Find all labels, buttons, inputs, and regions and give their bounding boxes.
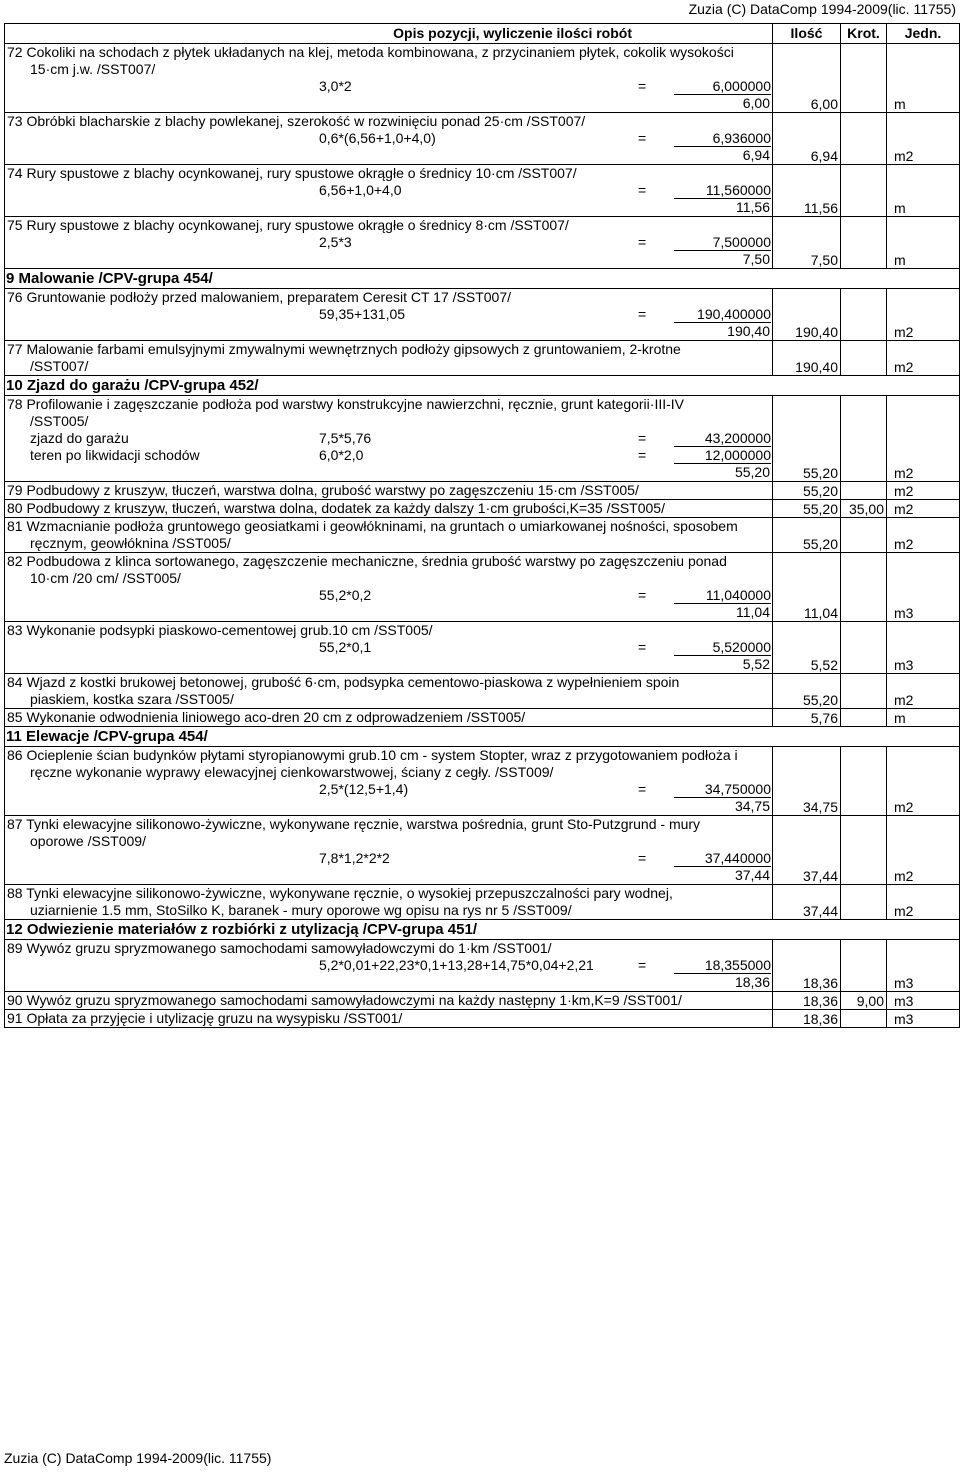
calc-equals: = (638, 957, 647, 973)
description-text: Podbudowy z kruszyw, tłuczeń, warstwa dolna, grubość warstwy po zagęszczeniu 15·cm /SST005/ (26, 482, 639, 498)
calculation-line (5, 850, 772, 867)
description-line (5, 885, 772, 902)
table-row (5, 482, 960, 500)
item-number: 79 (7, 482, 23, 498)
description-text: Cokoliki na schodach z płytek układanych na klej, metoda kombinowana, z przycinaniem płytek, cokolik wysokości (26, 44, 734, 60)
unit-cell: m2 (887, 482, 960, 500)
calc-sum: 7,50 (742, 251, 770, 267)
quantity-cell: 5,52 (773, 622, 841, 674)
description-line (5, 709, 772, 726)
multiplier-cell (841, 113, 887, 165)
calc-label: teren po likwidacji schodów (30, 447, 200, 463)
multiplier-cell (841, 44, 887, 113)
quantity-cell: 5,76 (773, 709, 841, 727)
item-description (5, 816, 773, 885)
quantity-cell: 6,00 (773, 44, 841, 113)
unit-cell: m (887, 165, 960, 217)
unit-cell: m2 (887, 396, 960, 482)
unit-cell: m2 (887, 885, 960, 920)
unit-cell: m2 (887, 289, 960, 341)
quantity-cell: 7,50 (773, 217, 841, 269)
calc-result: 12,000000 (674, 447, 771, 464)
unit-cell: m2 (887, 518, 960, 553)
description-text: Wykonanie podsypki piaskowo-cementowej grub.10 cm /SST005/ (26, 622, 433, 638)
item-description (5, 500, 773, 518)
multiplier-cell (841, 1010, 887, 1028)
table-header-row (5, 24, 960, 44)
quantity-cell: 37,44 (773, 816, 841, 885)
calc-result: 6,936000 (674, 130, 771, 147)
calculation-line (5, 234, 772, 251)
item-description (5, 674, 773, 709)
item-number: 73 (7, 113, 23, 129)
table-row (5, 674, 960, 709)
item-description (5, 553, 773, 622)
description-line (5, 482, 772, 499)
table-row (5, 940, 960, 992)
calc-equals: = (638, 850, 647, 866)
calc-expression: 2,5*(12,5+1,4) (319, 781, 409, 797)
table-row (5, 622, 960, 674)
calc-result: 5,520000 (674, 639, 771, 656)
description-text: Rury spustowe z blachy ocynkowanej, rury spustowe okrągłe o średnicy 8·cm /SST007/ (26, 217, 569, 233)
calc-expression: 2,5*3 (319, 234, 352, 250)
multiplier-cell (841, 217, 887, 269)
calculation-line (5, 306, 772, 323)
multiplier-cell (841, 165, 887, 217)
item-description (5, 518, 773, 553)
item-description (5, 289, 773, 341)
description-line (5, 622, 772, 639)
calc-sum: 11,04 (736, 604, 770, 620)
item-number: 86 (7, 747, 23, 763)
multiplier-cell (841, 885, 887, 920)
description-line: /SST007/ (30, 358, 89, 374)
item-number: 85 (7, 709, 23, 725)
description-text: Tynki elewacyjne silikonowo-żywiczne, wykonywane ręcznie, warstwa pośrednia, grunt Sto-Putzgrund - mury (26, 816, 701, 832)
description-line (5, 396, 772, 413)
calculation-line (5, 447, 772, 464)
item-description (5, 396, 773, 482)
calc-result: 37,440000 (674, 850, 771, 867)
col-header-desc: Opis pozycji, wyliczenie ilości robót (5, 24, 773, 44)
calculation-line (5, 587, 772, 604)
description-line: oporowe /SST009/ (30, 833, 146, 849)
table-row (5, 992, 960, 1010)
unit-cell: m3 (887, 1010, 960, 1028)
description-text: Ocieplenie ścian budynków płytami styropianowymi grub.10 cm - system Stopter, wraz z przygotowaniem podłoża i (26, 747, 738, 763)
unit-cell: m (887, 709, 960, 727)
item-description (5, 113, 773, 165)
item-description (5, 885, 773, 920)
calc-result: 43,200000 (674, 430, 771, 447)
description-line (5, 44, 772, 61)
calc-equals: = (638, 430, 647, 446)
table-row (5, 747, 960, 816)
calc-sum: 18,36 (734, 974, 770, 990)
description-line: ręcznym, geowłóknina /SST005/ (30, 535, 231, 551)
description-line (5, 940, 772, 957)
calc-equals: = (638, 130, 647, 146)
description-line (5, 289, 772, 306)
quantity-cell: 190,40 (773, 341, 841, 376)
calc-expression: 55,2*0,1 (319, 639, 372, 655)
calc-equals: = (638, 182, 647, 198)
table-row (5, 289, 960, 341)
quantity-cell: 55,20 (773, 500, 841, 518)
description-text: Profilowanie i zagęszczanie podłoża pod warstwy konstrukcyjne nawierzchni, ręcznie, grunt kategorii·III-IV (26, 396, 684, 412)
multiplier-cell (841, 709, 887, 727)
table-row (5, 816, 960, 885)
calc-expression: 6,0*2,0 (319, 447, 364, 463)
calculation-line (5, 130, 772, 147)
item-description (5, 992, 773, 1010)
table-row (5, 500, 960, 518)
col-header-ilosc: Ilość (773, 24, 841, 44)
item-number: 84 (7, 674, 23, 690)
section-row (5, 269, 960, 289)
calc-result: 18,355000 (674, 957, 771, 974)
quantity-cell: 55,20 (773, 674, 841, 709)
description-line (5, 816, 772, 833)
table-row (5, 113, 960, 165)
table-row (5, 396, 960, 482)
multiplier-cell (841, 622, 887, 674)
description-line (5, 1010, 772, 1027)
description-text: Podbudowy z kruszyw, tłuczeń, warstwa dolna, dodatek za każdy dalszy 1·cm grubości,K=35 /SST005/ (26, 500, 665, 516)
item-number: 72 (7, 44, 23, 60)
item-description (5, 709, 773, 727)
unit-cell: m2 (887, 341, 960, 376)
item-number: 89 (7, 940, 23, 956)
section-row (5, 727, 960, 747)
multiplier-cell (841, 816, 887, 885)
section-title: 11 Elewacje /CPV-grupa 454/ (5, 727, 960, 747)
description-text: Wywóz gruzu spryzmowanego samochodami samowyładowczymi na każdy następny 1·km,K=9 /SST001/ (26, 992, 682, 1008)
calc-sum: 6,00 (742, 95, 770, 111)
item-number: 80 (7, 500, 23, 516)
calc-expression: 6,56+1,0+4,0 (319, 182, 402, 198)
description-text: Obróbki blacharskie z blachy powlekanej, szerokość w rozwinięciu ponad 25·cm /SST007/ (26, 113, 586, 129)
quantity-cell: 34,75 (773, 747, 841, 816)
calculation-line (5, 957, 772, 974)
unit-cell: m (887, 44, 960, 113)
calc-sum: 5,52 (742, 656, 770, 672)
table-row (5, 165, 960, 217)
multiplier-cell (841, 482, 887, 500)
description-line (5, 500, 772, 517)
calc-equals: = (638, 234, 647, 250)
calc-expression: 3,0*2 (319, 78, 352, 94)
description-line (5, 165, 772, 182)
calc-result: 11,560000 (674, 182, 771, 199)
description-text: Podbudowa z klinca sortowanego, zagęszczenie mechaniczne, średnia grubość warstwy po zagęszczeniu ponad (26, 553, 727, 569)
description-text: Wywóz gruzu spryzmowanego samochodami samowyładowczymi do 1·km /SST001/ (26, 940, 552, 956)
quantity-cell: 18,36 (773, 940, 841, 992)
unit-cell: m3 (887, 992, 960, 1010)
description-line (5, 113, 772, 130)
quantity-cell: 190,40 (773, 289, 841, 341)
quantity-cell: 18,36 (773, 1010, 841, 1028)
item-number: 75 (7, 217, 23, 233)
description-text: Malowanie farbami emulsyjnymi zmywalnymi wewnętrznych podłoży gipsowych z gruntowaniem, 2-krotne (26, 341, 681, 357)
calc-expression: 55,2*0,2 (319, 587, 372, 603)
calc-expression: 0,6*(6,56+1,0+4,0) (319, 130, 436, 146)
description-line (5, 553, 772, 570)
unit-cell: m3 (887, 622, 960, 674)
calc-sum: 34,75 (734, 798, 770, 814)
calc-result: 34,750000 (674, 781, 771, 798)
description-line (5, 518, 772, 535)
unit-cell: m3 (887, 940, 960, 992)
calc-result: 7,500000 (674, 234, 771, 251)
item-description (5, 44, 773, 113)
multiplier-cell (841, 674, 887, 709)
calc-result: 11,040000 (674, 587, 771, 604)
estimate-body (5, 44, 960, 1028)
license-footer: Zuzia (C) DataComp 1994-2009(lic. 11755) (4, 1450, 272, 1466)
description-line: piaskiem, kostka szara /SST005/ (30, 691, 234, 707)
calculation-line (5, 182, 772, 199)
table-row (5, 1010, 960, 1028)
description-text: Wzmacnianie podłoża gruntowego geosiatkami i geowłókninami, na gruntach o umiarkowanej nośności, sposobem (26, 518, 738, 534)
calc-sum: 55,20 (734, 464, 770, 480)
section-title: 10 Zjazd do garażu /CPV-grupa 452/ (5, 376, 960, 396)
table-row (5, 709, 960, 727)
item-number: 83 (7, 622, 23, 638)
table-row (5, 553, 960, 622)
quantity-cell: 18,36 (773, 992, 841, 1010)
item-description (5, 940, 773, 992)
multiplier-cell (841, 553, 887, 622)
estimate-table (4, 23, 960, 1028)
item-number: 82 (7, 553, 23, 569)
description-line: 15·cm j.w. /SST007/ (30, 61, 156, 77)
quantity-cell: 11,56 (773, 165, 841, 217)
description-line (5, 217, 772, 234)
unit-cell: m2 (887, 816, 960, 885)
calc-equals: = (638, 781, 647, 797)
calc-sum: 190,40 (727, 323, 770, 339)
description-text: Gruntowanie podłoży przed malowaniem, preparatem Ceresit CT 17 /SST007/ (26, 289, 511, 305)
calc-expression: 5,2*0,01+22,23*0,1+13,28+14,75*0,04+2,21 (319, 957, 594, 973)
calculation-line (5, 430, 772, 447)
description-text: Tynki elewacyjne silikonowo-żywiczne, wykonywane ręcznie, o wysokiej przepuszczalności pary wodnej, (26, 885, 673, 901)
item-description (5, 1010, 773, 1028)
multiplier-cell: 9,00 (841, 992, 887, 1010)
description-line: /SST005/ (30, 413, 89, 429)
description-text: Wjazd z kostki brukowej betonowej, grubość 6·cm, podsypka cementowo-piaskowa z wypełnieniem spoin (26, 674, 680, 690)
item-description (5, 747, 773, 816)
multiplier-cell (841, 289, 887, 341)
section-title: 9 Malowanie /CPV-grupa 454/ (5, 269, 960, 289)
calc-expression: 7,8*1,2*2*2 (319, 850, 390, 866)
multiplier-cell (841, 396, 887, 482)
table-row (5, 341, 960, 376)
calc-sum: 6,94 (742, 147, 770, 163)
table-row (5, 44, 960, 113)
item-description (5, 217, 773, 269)
unit-cell: m3 (887, 553, 960, 622)
table-row (5, 885, 960, 920)
description-line (5, 341, 772, 358)
description-line (5, 674, 772, 691)
quantity-cell: 55,20 (773, 396, 841, 482)
quantity-cell: 11,04 (773, 553, 841, 622)
description-line (5, 992, 772, 1009)
multiplier-cell (841, 341, 887, 376)
description-line: ręczne wykonanie wyprawy elewacyjnej cienkowarstwowej, ściany z cegły. /SST009/ (30, 764, 554, 780)
calculation-line (5, 781, 772, 798)
item-number: 77 (7, 341, 23, 357)
unit-cell: m (887, 217, 960, 269)
description-line (5, 747, 772, 764)
calc-result: 190,400000 (674, 306, 771, 323)
item-number: 91 (7, 1010, 23, 1026)
quantity-cell: 6,94 (773, 113, 841, 165)
description-line: 10·cm /20 cm/ /SST005/ (30, 570, 181, 586)
description-line: uziarnienie 1.5 mm, StoSilko K, baranek - mury oporowe wg opisu na rys nr 5 /SST009/ (30, 902, 572, 918)
calc-equals: = (638, 639, 647, 655)
multiplier-cell (841, 747, 887, 816)
item-description (5, 482, 773, 500)
section-row (5, 920, 960, 940)
item-description (5, 165, 773, 217)
calc-sum: 11,56 (736, 199, 770, 215)
item-number: 81 (7, 518, 23, 534)
calc-sum: 37,44 (734, 867, 770, 883)
calc-result: 6,000000 (674, 78, 771, 95)
calc-equals: = (638, 306, 647, 322)
description-text: Rury spustowe z blachy ocynkowanej, rury spustowe okrągłe o średnicy 10·cm /SST007/ (26, 165, 577, 181)
description-text: Opłata za przyjęcie i utylizację gruzu na wysypisku /SST001/ (26, 1010, 403, 1026)
quantity-cell: 55,20 (773, 518, 841, 553)
calculation-line (5, 78, 772, 95)
item-description (5, 622, 773, 674)
section-title: 12 Odwiezienie materiałów z rozbiórki z utylizacją /CPV-grupa 451/ (5, 920, 960, 940)
quantity-cell: 37,44 (773, 885, 841, 920)
item-number: 87 (7, 816, 23, 832)
table-row (5, 217, 960, 269)
item-number: 76 (7, 289, 23, 305)
col-header-jedn: Jedn. (887, 24, 960, 44)
multiplier-cell: 35,00 (841, 500, 887, 518)
item-description (5, 341, 773, 376)
unit-cell: m2 (887, 113, 960, 165)
table-row (5, 518, 960, 553)
multiplier-cell (841, 518, 887, 553)
calc-label: zjazd do garażu (30, 430, 129, 446)
item-number: 74 (7, 165, 23, 181)
unit-cell: m2 (887, 500, 960, 518)
calc-expression: 7,5*5,76 (319, 430, 372, 446)
calc-equals: = (638, 587, 647, 603)
calc-expression: 59,35+131,05 (319, 306, 406, 322)
description-text: Wykonanie odwodnienia liniowego aco-dren 20 cm z odprowadzeniem /SST005/ (26, 709, 526, 725)
item-number: 88 (7, 885, 23, 901)
section-row (5, 376, 960, 396)
quantity-cell: 55,20 (773, 482, 841, 500)
item-number: 90 (7, 992, 23, 1008)
calculation-line (5, 639, 772, 656)
item-number: 78 (7, 396, 23, 412)
multiplier-cell (841, 940, 887, 992)
license-header: Zuzia (C) DataComp 1994-2009(lic. 11755) (688, 1, 956, 17)
unit-cell: m2 (887, 747, 960, 816)
calc-equals: = (638, 78, 647, 94)
unit-cell: m2 (887, 674, 960, 709)
col-header-krot: Krot. (841, 24, 887, 44)
calc-equals: = (638, 447, 647, 463)
